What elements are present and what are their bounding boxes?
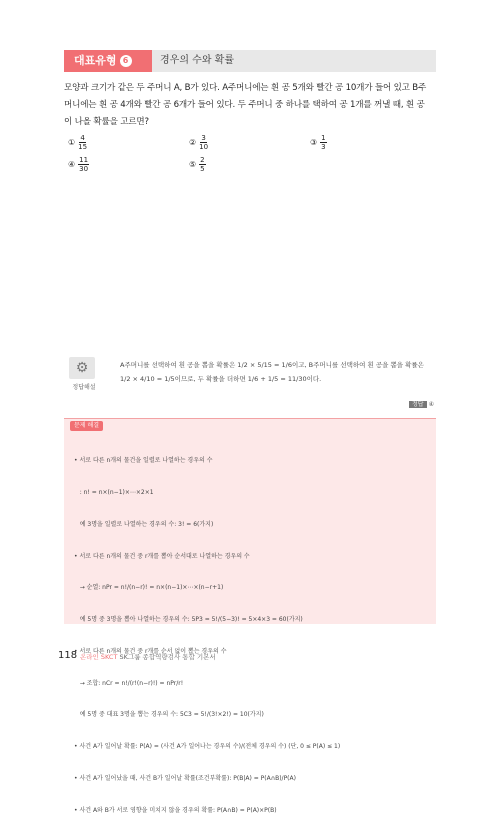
- numerator: 4: [80, 134, 85, 142]
- solution-line: 1/2 × 4/10 = 1/5이므로, 두 확률을 더하면 1/6 + 1/5 = 11/30이다.: [120, 375, 322, 383]
- tip-line: → 순열: nPr = n!/(n−r)! = n×(n−1)×⋯×(n−r+1): [74, 584, 224, 592]
- choice-mark: ③: [310, 138, 318, 147]
- choice-mark: ②: [189, 138, 197, 147]
- choice-fraction: [78, 134, 87, 151]
- denominator: 3: [321, 143, 326, 151]
- choice-mark: ④: [68, 160, 76, 169]
- choice-1[interactable]: [68, 134, 87, 151]
- answer-value: ④: [428, 401, 434, 408]
- question-line: 모양과 크기가 같은 두 주머니 A, B가 있다. A주머니에는 흰 공 5개와 빨간 공 10개가 들어 있고 B주: [64, 83, 427, 93]
- tip-tag: 문제 해결: [70, 421, 103, 431]
- solution-text: [120, 358, 440, 386]
- numerator: 11: [79, 156, 89, 164]
- choice-fraction: [199, 156, 205, 173]
- numerator: 3: [201, 134, 206, 142]
- choice-2[interactable]: [189, 134, 208, 151]
- answer: [409, 399, 434, 408]
- solution-line: A주머니를 선택하여 흰 공을 뽑을 확률은 1/2 × 5/15 = 1/6이고, B주머니를 선택하여 흰 공을 뽑을 확률은: [120, 361, 424, 369]
- answer-label: 정답: [409, 401, 427, 408]
- question-line: 머니에는 흰 공 4개와 빨간 공 6개가 들어 있다. 두 주머니 중 하나를 택하여 공 1개를 꺼낼 때, 흰 공: [64, 100, 425, 110]
- answer-choices: [64, 130, 436, 180]
- tip-line: 예 5명 중 대표 3명을 뽑는 경우의 수: 5C3 = 5!/(3!×2!) = 10(가지): [74, 711, 264, 719]
- choice-fraction: [199, 134, 208, 151]
- denominator: 30: [79, 165, 89, 173]
- numerator: 2: [200, 156, 205, 164]
- choice-fraction: [320, 134, 326, 151]
- denominator: 5: [200, 165, 205, 173]
- choice-3[interactable]: [310, 134, 327, 151]
- section-header: [64, 50, 436, 72]
- tip-line: • 서로 다른 n개의 물건을 일렬로 나열하는 경우의 수: [74, 457, 213, 465]
- choice-4[interactable]: [68, 156, 89, 173]
- page-number: 118: [58, 650, 78, 661]
- footer-brand: 온라인 SKCT: [80, 653, 118, 661]
- question-line: 이 나올 확률을 고르면?: [64, 117, 149, 127]
- tip-line: : n! = n×(n−1)×⋯×2×1: [74, 488, 154, 496]
- choice-fraction: [78, 156, 89, 173]
- choice-mark: ①: [68, 138, 76, 147]
- section-tag-label: 대표유형: [74, 54, 117, 67]
- section-number-badge: 6: [120, 55, 132, 67]
- numerator: 1: [321, 134, 326, 142]
- gear-icon: ⚙: [69, 357, 95, 379]
- footer-title: SK그룹 종합역량검사 통합 기본서: [119, 653, 216, 661]
- tip-body: [74, 435, 430, 838]
- book-footer: [80, 652, 216, 661]
- question-text: [64, 80, 436, 131]
- denominator: 10: [199, 143, 209, 151]
- solution-label: 정답해설: [72, 384, 96, 391]
- tip-line: • 서로 다른 n개의 물건 중 r개를 뽑아 순서대로 나열하는 경우의 수: [74, 552, 250, 560]
- section-title: 경우의 수와 확률: [160, 55, 234, 66]
- tip-line: • 사건 A와 B가 서로 영향을 미치지 않을 경우의 확률: P(A∩B) = P(A)×P(B): [74, 806, 277, 814]
- choice-mark: ⑤: [189, 160, 197, 169]
- choice-5[interactable]: [189, 156, 206, 173]
- section-tag: [64, 50, 152, 72]
- tip-line: → 조합: nCr = n!/(r!(n−r)!) = nPr/r!: [74, 679, 184, 687]
- tip-line: • 서로 다른 n개의 물건 중 r개를 순서 없이 뽑는 경우의 수: [74, 647, 227, 655]
- tip-line: • 사건 A가 일어날 확률: P(A) = (사건 A가 일어나는 경우의 수)/(전체 경우의 수) (단, 0 ≤ P(A) ≤ 1): [74, 743, 341, 751]
- tip-line: 예 5명 중 3명을 뽑아 나열하는 경우의 수: 5P3 = 5!/(5−3)! = 5×4×3 = 60(가지): [74, 616, 303, 624]
- tip-line: • 사건 A가 일어났을 때, 사건 B가 일어날 확률(조건부확률): P(B|A) = P(A∩B)/P(A): [74, 775, 296, 782]
- denominator: 15: [78, 143, 88, 151]
- tip-line: 예 3명을 일렬로 나열하는 경우의 수: 3! = 6(가지): [74, 520, 214, 528]
